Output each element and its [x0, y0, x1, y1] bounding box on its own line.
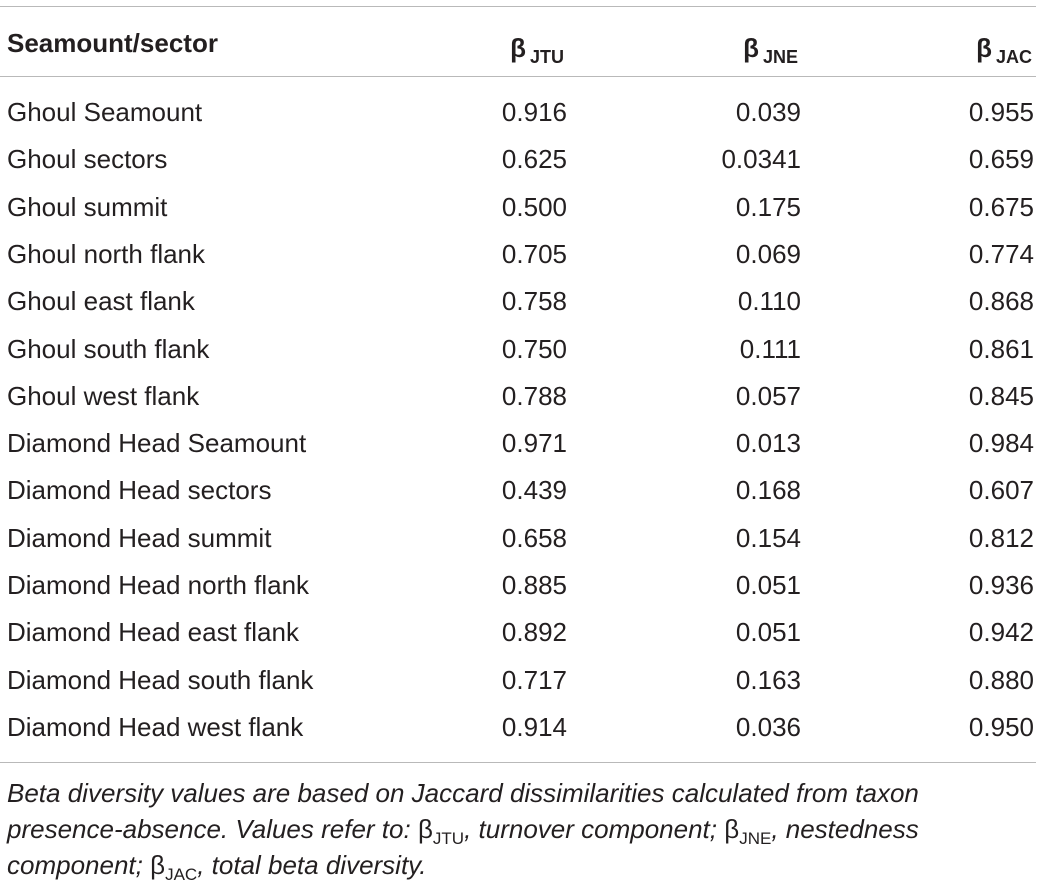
cell-beta-jne: 0.0341 — [721, 144, 801, 174]
cell-beta-jne: 0.154 — [735, 523, 801, 553]
cell-beta-jne: 0.039 — [735, 97, 801, 127]
cell-beta-jtu: 0.788 — [501, 381, 567, 411]
cell-beta-jne: 0.036 — [735, 712, 801, 742]
cell-beta-jtu: 0.705 — [501, 239, 567, 269]
cell-beta-jtu: 0.658 — [501, 523, 567, 553]
cell-beta-jne: 0.110 — [737, 286, 801, 316]
cell-beta-jac: 0.861 — [968, 334, 1034, 364]
cell-beta-jac: 0.936 — [968, 570, 1034, 600]
cell-beta-jtu: 0.758 — [501, 286, 567, 316]
cell-beta-jne: 0.069 — [735, 239, 801, 269]
cell-beta-jtu: 0.439 — [501, 475, 567, 505]
cell-site: Ghoul west flank — [7, 381, 200, 411]
cell-beta-jne: 0.163 — [735, 665, 801, 695]
cell-beta-jtu: 0.916 — [501, 97, 567, 127]
cell-beta-jac: 0.812 — [968, 523, 1034, 553]
header-beta-jne: β $_{JNE}$ — [743, 33, 798, 67]
cell-beta-jtu: 0.717 — [501, 665, 567, 695]
cell-beta-jtu: 0.750 — [501, 334, 567, 364]
cell-beta-jac: 0.950 — [968, 712, 1034, 742]
cell-beta-jne: 0.057 — [735, 381, 801, 411]
cell-beta-jne: 0.013 — [735, 428, 801, 458]
cell-beta-jac: 0.942 — [968, 617, 1034, 647]
cell-site: Ghoul summit — [7, 192, 168, 222]
cell-beta-jne: 0.051 — [735, 570, 801, 600]
cell-beta-jac: 0.984 — [968, 428, 1034, 458]
cell-site: Ghoul Seamount — [7, 97, 203, 127]
header-beta-jtu: β $_{JTU}$ — [510, 33, 564, 67]
header-rule — [0, 76, 1036, 77]
cell-beta-jtu: 0.914 — [501, 712, 567, 742]
cell-beta-jac: 0.774 — [968, 239, 1034, 269]
cell-site: Diamond Head west flank — [7, 712, 304, 742]
header-seamount-sector: Seamount/sector — [7, 28, 218, 58]
footnote-line-3: component; $\beta_{JAC}$, total beta diversity. — [7, 850, 427, 884]
cell-site: Ghoul sectors — [7, 144, 168, 174]
cell-beta-jne: 0.168 — [735, 475, 801, 505]
cell-beta-jne: 0.111 — [739, 334, 801, 364]
cell-site: Diamond Head east flank — [7, 617, 299, 647]
cell-beta-jne: 0.175 — [735, 192, 801, 222]
cell-site: Ghoul north flank — [7, 239, 206, 269]
cell-site: Diamond Head north flank — [7, 570, 310, 600]
footnote-line-2: presence-absence. Values refer to: $\beta_{JTU}$, turnover component; $\beta_{JNE}$, nestedness — [7, 814, 919, 848]
cell-beta-jac: 0.845 — [968, 381, 1034, 411]
header-beta-jac: β $_{JAC}$ — [976, 33, 1032, 67]
cell-beta-jac: 0.880 — [968, 665, 1034, 695]
cell-site: Diamond Head summit — [7, 523, 272, 553]
cell-beta-jac: 0.675 — [968, 192, 1034, 222]
cell-site: Diamond Head south flank — [7, 665, 314, 695]
cell-beta-jtu: 0.885 — [501, 570, 567, 600]
cell-beta-jac: 0.955 — [968, 97, 1034, 127]
bottom-rule — [0, 762, 1036, 763]
cell-beta-jne: 0.051 — [735, 617, 801, 647]
cell-beta-jac: 0.659 — [968, 144, 1034, 174]
cell-beta-jtu: 0.625 — [501, 144, 567, 174]
cell-beta-jtu: 0.971 — [501, 428, 567, 458]
cell-beta-jtu: 0.500 — [501, 192, 567, 222]
cell-site: Ghoul east flank — [7, 286, 195, 316]
footnote-line-1: Beta diversity values are based on Jaccard dissimilarities calculated from taxon — [7, 778, 919, 808]
top-rule — [0, 6, 1036, 7]
cell-beta-jac: 0.868 — [968, 286, 1034, 316]
cell-beta-jac: 0.607 — [968, 475, 1034, 505]
cell-site: Diamond Head sectors — [7, 475, 272, 505]
cell-beta-jtu: 0.892 — [501, 617, 567, 647]
cell-site: Diamond Head Seamount — [7, 428, 307, 458]
cell-site: Ghoul south flank — [7, 334, 210, 364]
